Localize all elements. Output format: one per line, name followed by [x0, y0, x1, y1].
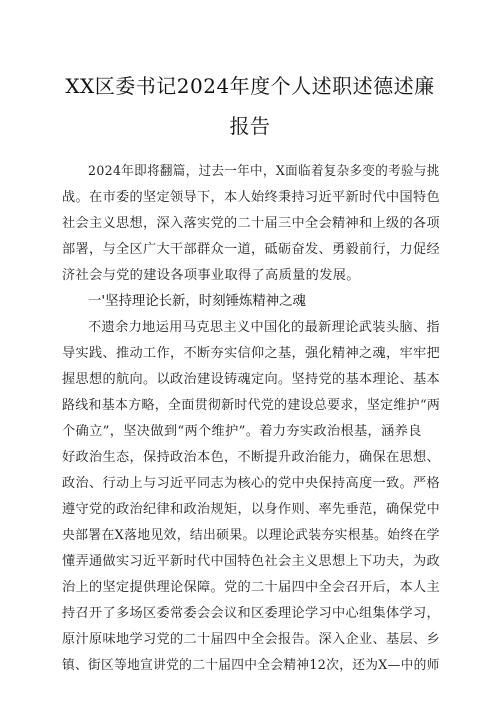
document-title-line-1: XX区委书记2024年度个人述职述德述廉 [65, 74, 435, 98]
section-1-line-4: 路线和基本方略，全面贯彻新时代党的建设总要求，坚定维护“两 [62, 398, 441, 413]
section-1-line-11: 治上的坚定提供理论保障。党的二十届四中全会召开后，本人主 [62, 580, 441, 595]
document-title-line-2: 报告 [229, 114, 271, 138]
section-1-heading: 一'坚持理论长新，时刻锤炼精神之魂 [88, 294, 306, 309]
section-1-line-1: 不遗余力地运用马克思主义中国化的最新理论武装头脑、指 [88, 320, 440, 335]
section-1-line-12: 持召开了多场区委常委会会议和区委理论学习中心组集体学习， [62, 606, 441, 621]
section-1-line-9: 央部署在X落地见效，结出硕果。以理论武装夯实根基。始终在学 [62, 528, 440, 543]
intro-line-2: 战。在市委的坚定领导下，本人始终秉持习近平新时代中国特色 [62, 190, 441, 205]
section-1-line-2: 导实践、推动工作，不断夯实信仰之基，强化精神之魂，牢牢把 [62, 346, 441, 361]
intro-line-4: 部署，与全区广大干部群众一道，砥砺奋发、勇毅前行，力促经 [62, 242, 441, 257]
section-1-line-7: 政治、行动上与习近平同志为核心的党中央保持高度一致。严格 [62, 476, 441, 491]
intro-line-5: 济社会与党的建设各项事业取得了高质量的发展。 [62, 268, 360, 283]
section-1-line-13: 原汁原味地学习党的二十届四中全会报告。深入企业、基层、乡 [62, 632, 441, 647]
section-1-line-10: 懂弄通做实习近平新时代中国特色社会主义思想上下功夫，为政 [62, 554, 441, 569]
intro-line-1: 2024年即将翻篇，过去一年中，X面临着复杂多变的考验与挑 [88, 164, 440, 179]
section-1-line-8: 遵守党的政治纪律和政治规矩，以身作则、率先垂范，确保党中 [62, 502, 441, 517]
section-1-line-3: 握思想的航向。以政治建设铸魂定向。坚持党的基本理论、基本 [62, 372, 441, 387]
section-1-line-5: 个确立”，坚决做到“两个维护”。着力夯实政治根基，涵养良 [62, 424, 422, 439]
intro-line-3: 社会主义思想，深入落实党的二十届三中全会精神和上级的各项 [62, 216, 441, 231]
section-1-line-14: 镇、街区等地宣讲党的二十届四中全会精神12次，还为X—中的师 [62, 658, 440, 673]
section-1-line-6: 好政治生态，保持政治本色，不断提升政治能力，确保在思想、 [62, 450, 441, 465]
